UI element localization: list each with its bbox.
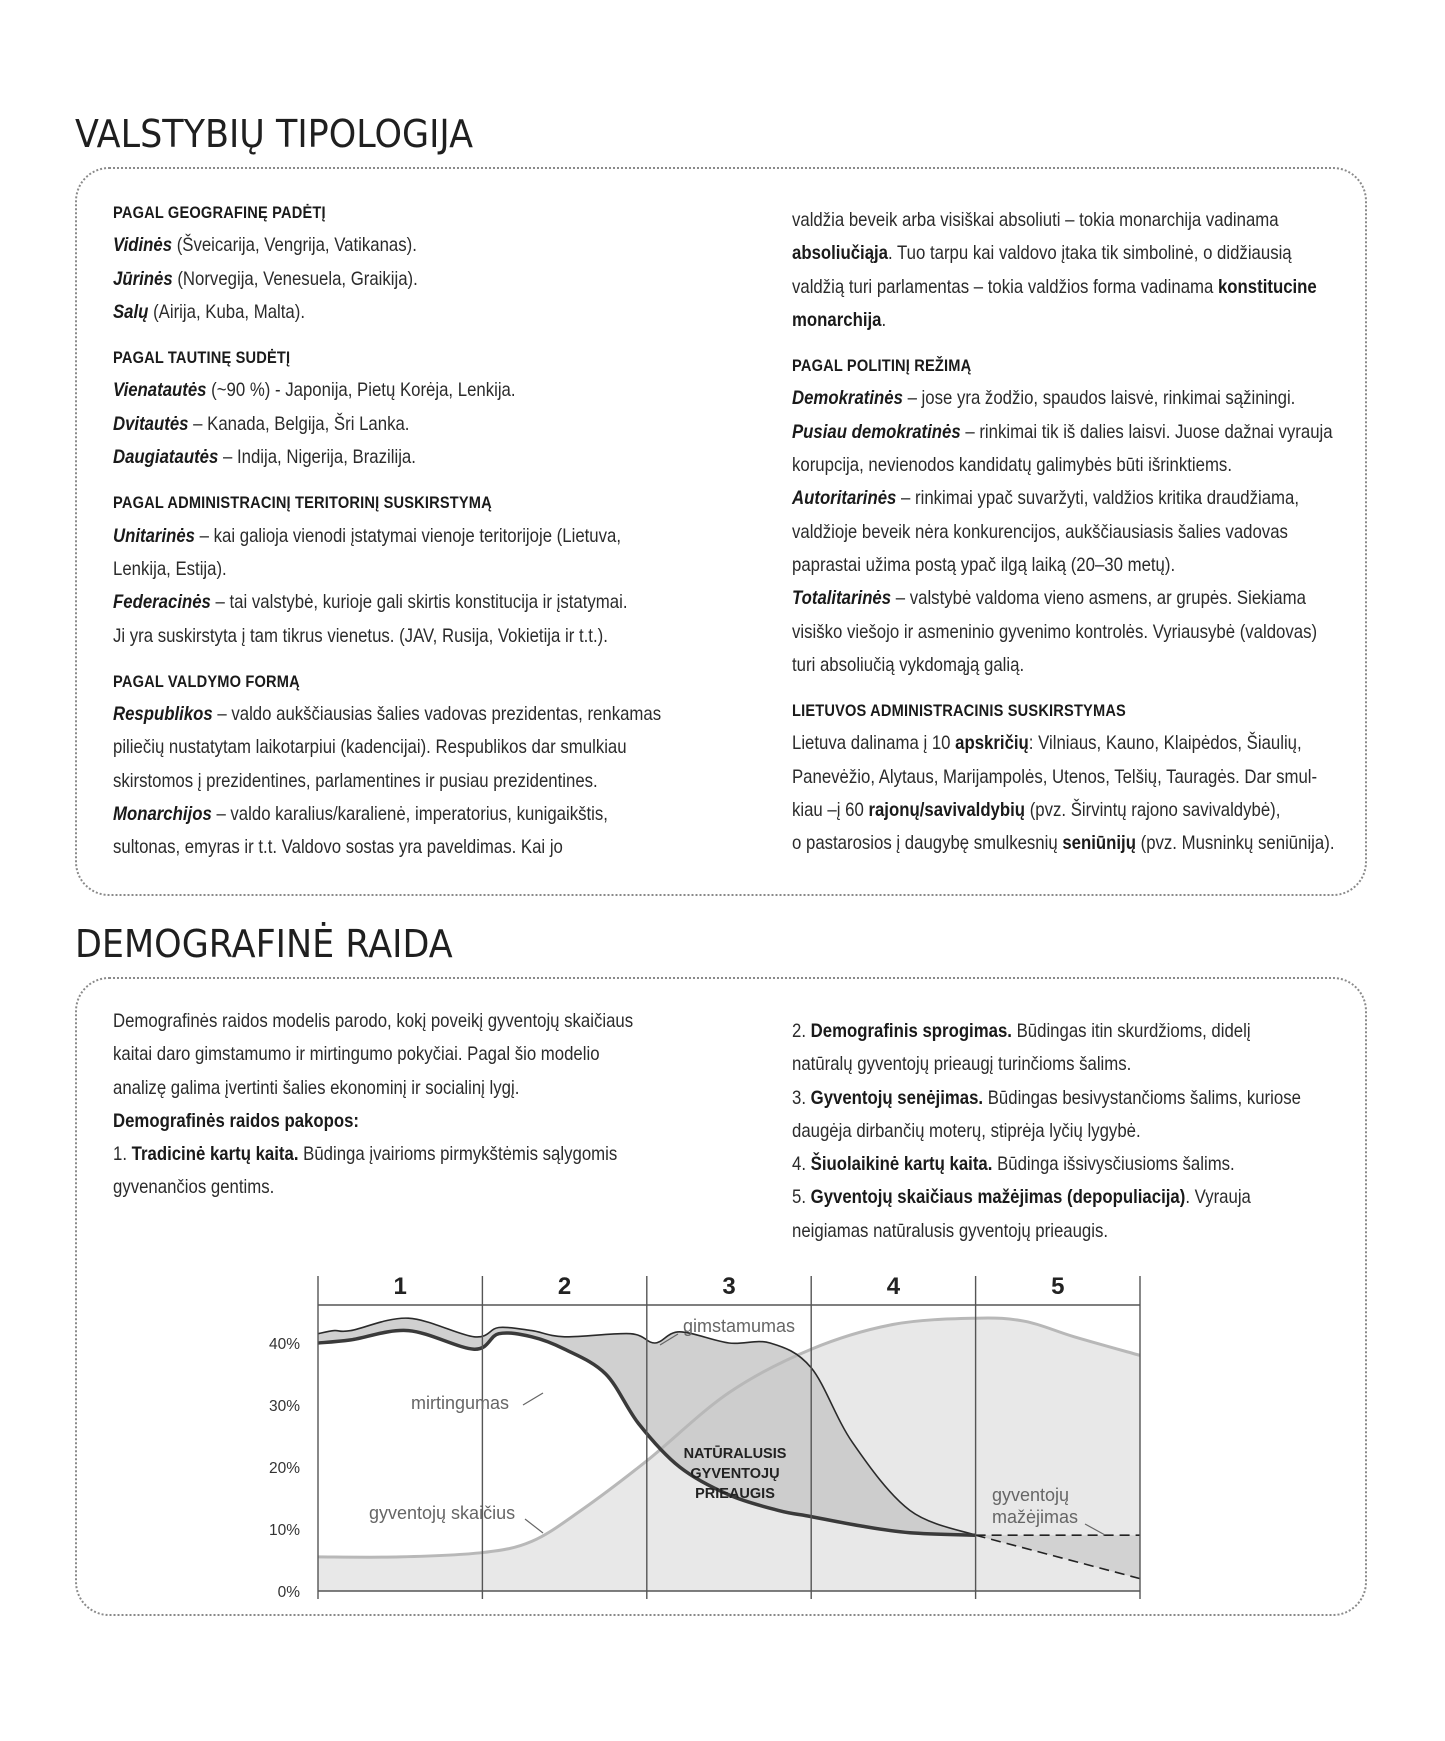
definition: – tai valstybė, kurioje gali skirtis konstitucija ir įstatymai. xyxy=(210,591,628,614)
definition: – valstybė valdoma vieno asmens, ar grupės. Siekiama xyxy=(891,587,1306,610)
stage-label: 2 xyxy=(557,1273,572,1300)
decline-label: gyventojų xyxy=(992,1485,1070,1505)
text-line: visiško viešojo ir asmeninio gyvenimo kontrolės. Vyriausybė (valdovas) xyxy=(792,620,1318,643)
definition: – jose yra žodžio, spaudos laisvė, rinkimai sąžiningi. xyxy=(902,387,1296,410)
term: Vidinės xyxy=(113,234,173,257)
bold-term: rajonų/savivaldybių xyxy=(868,799,1026,822)
text: (pvz. Musninkų seniūnija). xyxy=(1135,832,1335,855)
definition: (Šveicarija, Vengrija, Vatikanas). xyxy=(172,234,417,257)
text-line: natūralų gyventojų prieaugį turinčioms šalims. xyxy=(792,1053,1132,1076)
stages-heading: Demografinės raidos pakopos: xyxy=(113,1109,360,1132)
term: Totalitarinės xyxy=(792,587,892,610)
heading-government-form: PAGAL VALDYMO FORMĄ xyxy=(113,671,300,691)
bold-term: monarchija xyxy=(792,308,882,331)
stage-label: 5 xyxy=(1051,1273,1065,1300)
stage-number: 1. xyxy=(113,1143,132,1166)
term: Dvitautės xyxy=(113,412,189,435)
heading-geographic: PAGAL GEOGRAFINĘ PADĖTĮ xyxy=(113,203,326,222)
text-line: gyvenančios gentims. xyxy=(113,1176,275,1199)
definition: – kai galioja vienodi įstatymai vienoje teritorijoje (Lietuva, xyxy=(195,524,622,547)
deaths-label: mirtingumas xyxy=(411,1393,510,1413)
natural-growth-label: PRIEAUGIS xyxy=(695,1486,775,1502)
text: Lietuva dalinama į 10 xyxy=(792,732,956,755)
term: Vienatautės xyxy=(113,379,207,402)
text-line: valdžia beveik arba visiškai absoliuti – tokia monarchija vadinama xyxy=(792,209,1279,231)
term: Federacinės xyxy=(113,591,211,614)
population-leader-line xyxy=(525,1519,543,1533)
text: (pvz. Širvintų rajono savivaldybė), xyxy=(1025,799,1281,822)
y-tick-label: 10% xyxy=(268,1522,300,1539)
y-tick-label: 0% xyxy=(277,1584,300,1601)
text-line: korupcija, nevienodos kandidatų galimybės būti išrinktiems. xyxy=(792,454,1232,477)
deaths-leader-line xyxy=(523,1393,543,1405)
stage-description: . Vyrauja xyxy=(1185,1186,1251,1209)
text: kiau –į 60 xyxy=(792,799,869,822)
term: Jūrinės xyxy=(113,267,173,290)
bold-term: apskričių xyxy=(955,732,1029,755)
heading-political-regime: PAGAL POLITINĮ REŽIMĄ xyxy=(792,356,972,376)
text: o pastarosios į daugybę smulkesnių xyxy=(792,832,1063,855)
text-line: kaitai daro gimstamumo ir mirtingumo pokyčiai. Pagal šio modelio xyxy=(113,1043,600,1066)
definition: (~90 %) - Japonija, Pietų Korėja, Lenkija. xyxy=(206,379,516,402)
text: : Vilniaus, Kauno, Klaipėdos, Šiaulių, xyxy=(1028,732,1302,755)
stage-number: 3. xyxy=(792,1086,811,1109)
text-line: Panevėžio, Alytaus, Marijampolės, Utenos, Telšių, Tauragės. Dar smul- xyxy=(792,765,1318,788)
stage-description: Būdingas besivystančioms šalims, kuriose xyxy=(983,1086,1301,1109)
stage-number: 4. xyxy=(792,1153,811,1176)
text-line: skirstomos į prezidentines, parlamentines ir pusiau prezidentines. xyxy=(113,769,598,792)
term: Daugiatautės xyxy=(113,446,219,469)
text-line: paprastai užima postą ypač ilgą laiką (20–30 metų). xyxy=(792,553,1176,576)
heading-lithuania-admin: LIETUVOS ADMINISTRACINIS SUSKIRSTYMAS xyxy=(792,701,1126,721)
text-line: analizę galima įvertinti šalies ekonominį ir socialinį lygį. xyxy=(113,1076,520,1099)
stage-name: Gyventojų skaičiaus mažėjimas (depopuliacija) xyxy=(810,1186,1186,1209)
y-tick-label: 40% xyxy=(268,1336,300,1353)
text-line: sultonas, emyras ir t.t. Valdovo sostas yra paveldimas. Kai jo xyxy=(113,836,563,859)
text-line: Demografinės raidos modelis parodo, kokį poveikį gyventojų skaičiaus xyxy=(113,1010,634,1032)
text-line: Lenkija, Estija). xyxy=(113,557,227,580)
definition: – rinkimai tik iš dalies laisvi. Juose dažnai vyrauja xyxy=(960,420,1333,443)
definition: – rinkimai ypač suvaržyti, valdžios kritika draudžiama, xyxy=(896,487,1299,510)
definition: – Indija, Nigerija, Brazilija. xyxy=(218,446,416,469)
stage-description: Būdingas itin skurdžioms, didelį xyxy=(1011,1020,1251,1042)
definition: (Norvegija, Venesuela, Graikija). xyxy=(172,267,418,290)
y-tick-label: 30% xyxy=(268,1398,300,1415)
heading-ethnic: PAGAL TAUTINĘ SUDĖTĮ xyxy=(113,348,291,368)
definition: – valdo karalius/karalienė, imperatorius, kunigaikštis, xyxy=(211,803,608,826)
stage-description: Būdinga išsivysčiusioms šalims. xyxy=(992,1153,1235,1176)
text: . xyxy=(881,308,887,331)
stage-label: 1 xyxy=(393,1273,407,1300)
bold-term: seniūnijų xyxy=(1062,832,1136,855)
term: Respublikos xyxy=(113,703,213,726)
stage-number: 5. xyxy=(792,1186,811,1209)
natural-growth-label: NATŪRALUSIS xyxy=(683,1446,787,1462)
term: Autoritarinės xyxy=(792,487,897,510)
stage-name: Gyventojų senėjimas. xyxy=(810,1086,984,1109)
stage-label: 4 xyxy=(886,1273,901,1300)
term: Salų xyxy=(113,300,149,323)
stage-number: 2. xyxy=(792,1020,811,1042)
text: valdžią turi parlamentas – tokia valdžios forma vadinama xyxy=(792,275,1218,298)
text-line: piliečių nustatytam laikotarpiui (kadencijai). Respublikos dar smulkiau xyxy=(113,736,627,759)
stage-label: 3 xyxy=(722,1273,736,1300)
decline-label: mažėjimas xyxy=(992,1507,1079,1527)
bold-term: konstitucine xyxy=(1217,275,1317,298)
definition: – Kanada, Belgija, Šri Lanka. xyxy=(188,412,410,435)
stage-description: Būdinga įvairioms pirmykštėmis sąlygomis xyxy=(298,1143,618,1166)
term: Monarchijos xyxy=(113,803,212,826)
term: Pusiau demokratinės xyxy=(792,420,961,443)
natural-growth-label: GYVENTOJŲ xyxy=(690,1466,780,1482)
heading-administrative: PAGAL ADMINISTRACINĮ TERITORINĮ SUSKIRSTYMĄ xyxy=(113,493,492,513)
section-title-state-typology: VALSTYBIŲ TIPOLOGIJA xyxy=(75,112,474,156)
section-title-demographic: DEMOGRAFINĖ RAIDA xyxy=(75,922,453,966)
term: Demokratinės xyxy=(792,387,903,410)
stage-name: Tradicinė kartų kaita. xyxy=(131,1143,299,1166)
text-line: valdžioje beveik nėra konkurencijos, aukščiausiasis šalies vadovas xyxy=(792,520,1288,543)
text-line: Ji yra suskirstyta į tam tikrus vienetus. (JAV, Rusija, Vokietija ir t.t.). xyxy=(113,624,608,647)
text-line: neigiamas natūralusis gyventojų prieaugis. xyxy=(792,1219,1109,1242)
bold-term: absoliučiąja xyxy=(792,242,889,265)
text: . Tuo tarpu kai valdovo įtaka tik simbolinė, o didžiausią xyxy=(888,242,1292,265)
definition: (Airija, Kuba, Malta). xyxy=(148,300,305,323)
text-line: turi absoliučią vykdomąją galią. xyxy=(792,653,1025,676)
y-tick-label: 20% xyxy=(268,1460,300,1477)
term: Unitarinės xyxy=(113,524,196,547)
births-label: gimstamumas xyxy=(683,1316,796,1336)
definition: – valdo aukščiausias šalies vadovas prezidentas, renkamas xyxy=(212,703,662,726)
population-label: gyventojų skaičius xyxy=(369,1503,516,1523)
stage-name: Demografinis sprogimas. xyxy=(810,1020,1012,1042)
text-line: daugėja dirbančių moterų, stiprėja lyčių lygybė. xyxy=(792,1119,1141,1142)
stage-name: Šiuolaikinė kartų kaita. xyxy=(810,1153,993,1176)
